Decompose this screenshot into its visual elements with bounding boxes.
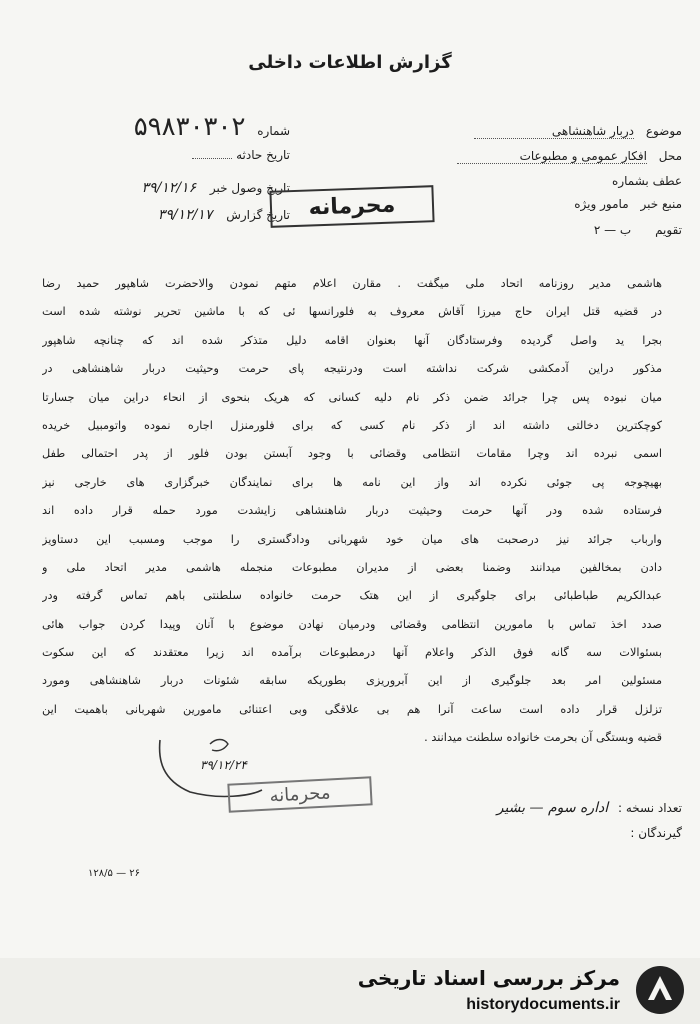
ref-row bbox=[540, 174, 682, 188]
body-line: هاشمی مدیر روزنامه اتحاد ملی میگفت . مقارن اعلام متهم نمودن والاحضرت شاهپور حمید رضا bbox=[42, 277, 662, 290]
body-line: بجرا ید واصل گردیده وفرستادگان آنها بعنوان اقامه دلیل متذکر شده اند که چنانچه شاهپور bbox=[42, 333, 662, 347]
copies-label: تعداد نسخه : bbox=[617, 801, 682, 815]
number-label: شماره bbox=[257, 124, 290, 138]
subject-label: موضوع bbox=[645, 124, 682, 138]
event-date-row bbox=[150, 148, 290, 162]
confidential-stamp: محرمانه bbox=[269, 185, 434, 228]
source-value: مامور ویژه bbox=[574, 197, 629, 211]
annotation-date: ۳۹/۱۲/۲۴ bbox=[200, 758, 247, 772]
body-line: اسمی نبرده اند وچرا مقامات انتظامی وقضائی با وجود آبستن بودن فلور از پدر احتمالی طفل bbox=[42, 447, 662, 461]
copies-row bbox=[360, 800, 682, 816]
source-label: منبع خبر bbox=[640, 197, 682, 211]
archive-url: historydocuments.ir bbox=[466, 996, 620, 1013]
report-date-label: تاریخ گزارش bbox=[226, 208, 290, 222]
news-date-value: ۳۹/۱۲/۱۶ bbox=[141, 180, 197, 196]
body-line: کوچکترین دخالتی داشته اند از ذکر نام کسی که برای فلورمنزل اجاره نموده واتومبیل خریده bbox=[42, 418, 662, 432]
form-code: ۲۶ — ۱۲۸/۵ bbox=[88, 868, 140, 879]
recipients-row bbox=[520, 826, 682, 840]
body-line: دادن بمخالفین میدانند وضمنا بعضی از مدیران مطبوعات منجمله هاشمی مدیر اتحاد ملی و bbox=[42, 560, 662, 574]
subject-value: دربار شاهنشاهی bbox=[474, 124, 634, 139]
number-value: ۵۹۸۳۰۳۰۲ bbox=[133, 112, 246, 142]
body-line: مسئولین امر بعد جلوگیری از این آبروریزی بطوریکه سابقه شئونات دربار شاهنشاهی ومورد bbox=[42, 674, 662, 688]
body-line: بهیچوجه پی جوئی نکرده اند واز این نامه ها برای نمایندگان خبرگزاری های خارجی نیز bbox=[42, 475, 662, 489]
body-line: عبدالکریم طباطبائی برای جلوگیری از این هتک حرمت خانواده سلطنتی باهم تماس گرفته ودر bbox=[42, 589, 662, 603]
body-line: بسئوالات سه گانه فوق الذکر واعلام آنها درمطبوعات برآمده اند زیرا معتقدند که این سکوت bbox=[42, 646, 662, 660]
recipients-label: گیرندگان : bbox=[630, 826, 682, 840]
place-row bbox=[420, 149, 682, 164]
news-date-row bbox=[30, 180, 290, 196]
body-line: فرستاده شده ودر آنها حرمت وحیثیت دربار شاهنشاهی زایشدت مورد حمله قرار داده اند bbox=[42, 504, 662, 518]
body-line: صدد اخذ تماس با مامورین انتظامی وقضائی ودرمیان نهادن موضوع با آنان وپیدا کردن جواب هائی bbox=[42, 617, 662, 631]
report-number-row bbox=[40, 112, 290, 142]
report-title: گزارش اطلاعات داخلی bbox=[248, 52, 452, 73]
body-line: مذکور دراین آدمکشی شرکت نداشته است ودرنتیجه پای حرمت وحیثیت دربار شاهنشاهی در bbox=[42, 362, 662, 376]
body-line: میان نبوده پس چرا جرائد ضمن ذکر نام دلیه کسانی که هریک بنحوی از انحاء دراین میان جسارتا bbox=[42, 390, 662, 404]
place-label: محل bbox=[658, 149, 682, 163]
body-line: وارباب جرائد نیز درصحبت های میان خود شهربانی ودادگستری را موجب ومسبب این دستاویز bbox=[42, 532, 662, 546]
body-line: قضیه وبستگی آن بحرمت خانواده سلطنت میدانند . bbox=[424, 731, 662, 745]
news-date-label: تاریخ وصول خبر bbox=[209, 181, 290, 195]
report-body bbox=[42, 270, 662, 753]
rating-label: تقویم bbox=[655, 223, 682, 237]
event-date-label: تاریخ حادثه bbox=[236, 148, 290, 162]
rating-row bbox=[480, 223, 682, 237]
subject-row bbox=[420, 124, 682, 139]
archive-logo-icon bbox=[634, 964, 686, 1016]
body-line: در قضیه قتل ایران حاج میرزا آقاش معروف به فلورانسها ئی که با ماشین تحریر نوشته شده است bbox=[42, 305, 662, 319]
report-date-value: ۳۹/۱۲/۱۷ bbox=[157, 207, 213, 223]
source-row bbox=[480, 197, 682, 211]
watermark-footer bbox=[0, 958, 700, 1024]
confidential-stamp-2: محرمانه bbox=[227, 776, 372, 812]
body-line: تزلزل قرار داده است ساعت آنرا هم بی علاقگی وبی اعتنائی مامورین شهربانی باهمیت این bbox=[42, 702, 662, 716]
rating-value: ب — ۲ bbox=[593, 223, 632, 237]
ref-label: عطف بشماره bbox=[612, 174, 682, 188]
archive-name: مرکز بررسی اسناد تاریخی bbox=[357, 966, 620, 990]
place-value: افکار عمومی و مطبوعات bbox=[457, 149, 647, 164]
copies-value: اداره سوم — بشیر bbox=[496, 800, 609, 816]
report-date-row bbox=[30, 207, 290, 223]
